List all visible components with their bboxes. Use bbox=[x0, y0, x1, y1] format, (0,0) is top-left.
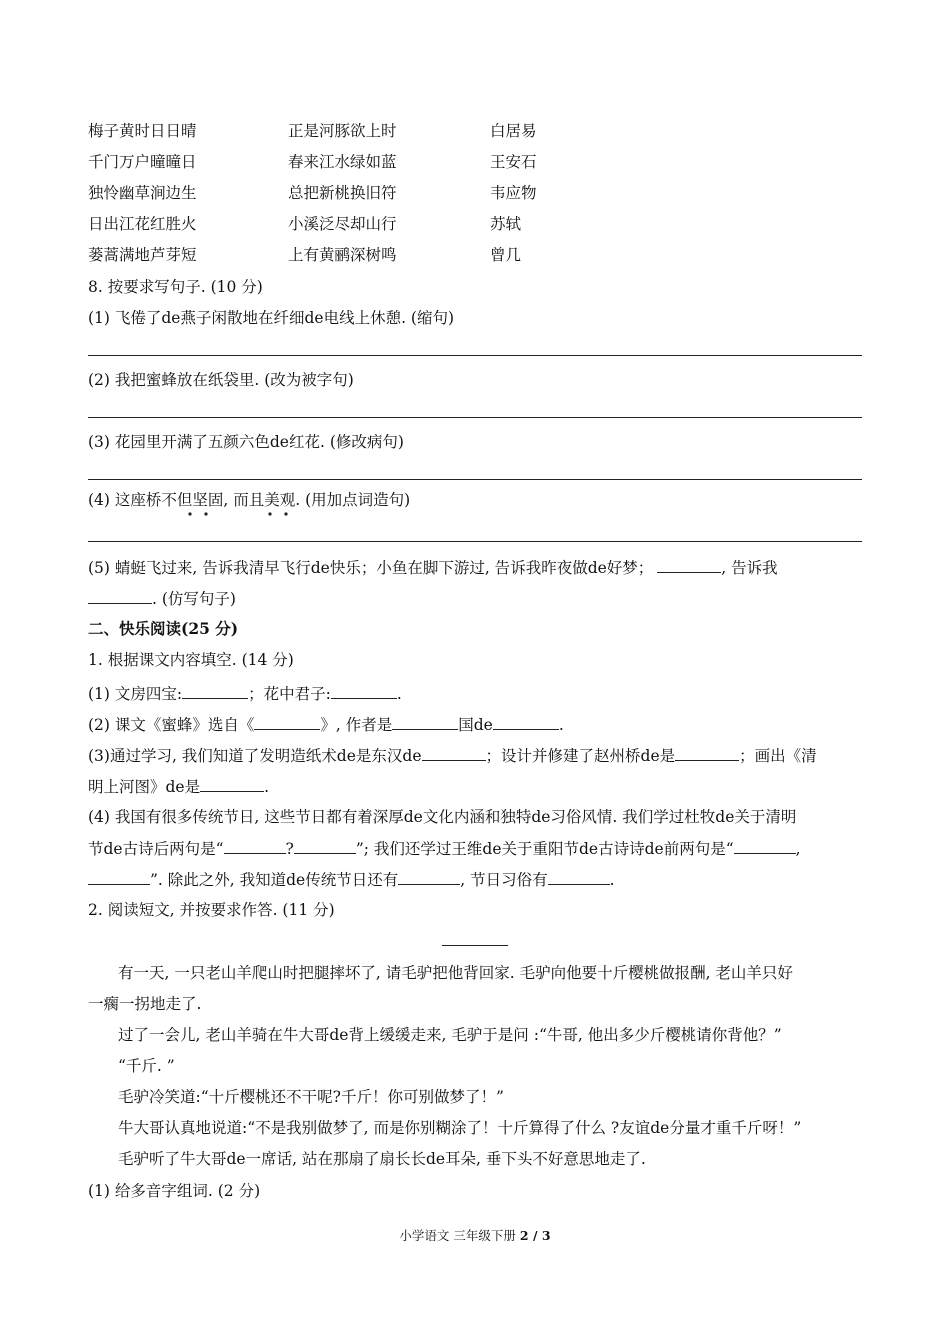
q1-4-cont bbox=[88, 838, 801, 859]
passage-p2: 过了一会儿, 老山羊骑在牛大哥de背上缓缓走来, 毛驴于是问 :“牛哥, 他出多少斤樱桃请你背他？” bbox=[118, 1026, 782, 1044]
passage-p3: “千斤. ” bbox=[118, 1057, 175, 1075]
q1-4-text: , bbox=[795, 840, 801, 858]
q1-2-text: 国de bbox=[458, 716, 493, 734]
page-footer bbox=[0, 1228, 950, 1244]
poem-row bbox=[0, 183, 950, 203]
fill-blank[interactable] bbox=[88, 588, 152, 604]
q1-3-text: ；画出《清 bbox=[739, 747, 817, 765]
q1-1-text: ；花中君子: bbox=[248, 685, 331, 703]
q8-s3: (3) 花园里开满了五颜六色de红花. (修改病句) bbox=[88, 433, 404, 451]
q1-title: 1. 根据课文内容填空. (14 分) bbox=[88, 651, 294, 669]
poem-row bbox=[0, 214, 950, 234]
poem-line1: 日出江花红胜火 bbox=[88, 215, 197, 233]
fill-blank[interactable] bbox=[493, 714, 559, 730]
q1-4-text: , 节日习俗有 bbox=[460, 871, 548, 889]
poem-line1: 蒌蒿满地芦芽短 bbox=[88, 246, 197, 264]
emphasis-dots bbox=[0, 508, 950, 520]
q1-4-text: . bbox=[609, 871, 615, 889]
fill-blank[interactable] bbox=[182, 683, 248, 699]
fill-blank[interactable] bbox=[675, 745, 739, 761]
fill-blank[interactable] bbox=[398, 869, 460, 885]
answer-line[interactable] bbox=[88, 479, 862, 480]
poem-row bbox=[0, 121, 950, 141]
passage-question: (1) 给多音字组词. (2 分) bbox=[88, 1182, 261, 1200]
q8-title: 8. 按要求写句子. (10 分) bbox=[88, 278, 263, 296]
q1-4-cont2 bbox=[88, 869, 615, 890]
emphasis-dot bbox=[204, 512, 207, 515]
fill-blank[interactable] bbox=[294, 838, 356, 854]
poem-line1: 梅子黄时日日晴 bbox=[88, 122, 197, 140]
fill-blank[interactable] bbox=[224, 838, 286, 854]
passage-p4: 毛驴冷笑道:“十斤樱桃还不干呢?千斤！你可别做梦了！” bbox=[118, 1088, 504, 1106]
q1-3-text: 明上河图》de是 bbox=[88, 778, 201, 796]
answer-line[interactable] bbox=[88, 355, 862, 356]
section-title: 二、快乐阅读(25 分) bbox=[88, 619, 239, 638]
poet-name: 白居易 bbox=[490, 122, 537, 140]
fill-blank[interactable] bbox=[422, 745, 486, 761]
emphasis-dot bbox=[188, 512, 191, 515]
poem-line2: 小溪泛尽却山行 bbox=[288, 215, 397, 233]
q1-2-text: (2) 课文《蜜蜂》选自《 bbox=[88, 716, 255, 734]
poet-name: 苏轼 bbox=[490, 215, 522, 233]
poet-name: 王安石 bbox=[490, 153, 537, 171]
passage-p5: 牛大哥认真地说道:“不是我别做梦了, 而是你别糊涂了！十斤算得了什么 ?友谊de分量才重千斤呀！” bbox=[118, 1119, 802, 1137]
q1-3-text: ；设计并修建了赵州桥de是 bbox=[485, 747, 676, 765]
q1-2 bbox=[88, 714, 564, 735]
passage-title-blank[interactable] bbox=[442, 945, 508, 946]
q8-s5-line2 bbox=[88, 588, 236, 609]
q1-4-text: 节de古诗后两句是“ bbox=[88, 840, 224, 858]
q1-1-text: . bbox=[396, 685, 402, 703]
poet-name: 曾几 bbox=[490, 246, 522, 264]
q1-1 bbox=[88, 683, 402, 704]
q1-4-text: ? bbox=[285, 840, 294, 858]
poem-row bbox=[0, 152, 950, 172]
fill-blank[interactable] bbox=[200, 776, 264, 792]
fill-blank[interactable] bbox=[88, 869, 150, 885]
poem-line2: 上有黄鹂深树鸣 bbox=[288, 246, 397, 264]
fill-blank[interactable] bbox=[392, 714, 458, 730]
fill-blank[interactable] bbox=[254, 714, 320, 730]
q8-s5-text: , 告诉我 bbox=[721, 559, 778, 577]
poem-line2: 总把新桃换旧符 bbox=[288, 184, 397, 202]
fill-blank[interactable] bbox=[734, 838, 796, 854]
q1-3-text: (3)通过学习, 我们知道了发明造纸术de是东汉de bbox=[88, 747, 422, 765]
q8-s2: (2) 我把蜜蜂放在纸袋里. (改为被字句) bbox=[88, 371, 354, 389]
poem-row bbox=[0, 245, 950, 265]
q1-4-text: ”. 除此之外, 我知道de传统节日还有 bbox=[150, 871, 399, 889]
answer-line[interactable] bbox=[88, 541, 862, 542]
footer-text: 小学语文 三年级下册 bbox=[399, 1228, 516, 1243]
emphasis-dot bbox=[284, 512, 287, 515]
answer-line[interactable] bbox=[88, 417, 862, 418]
q1-4: (4) 我国有很多传统节日, 这些节日都有着深厚de文化内涵和独特de习俗风情. 我们学过杜牧de关于清明 bbox=[88, 808, 797, 826]
q1-3-cont bbox=[88, 776, 269, 797]
q2-title: 2. 阅读短文, 并按要求作答. (11 分) bbox=[88, 901, 335, 919]
poem-line1: 千门万户曈曈日 bbox=[88, 153, 197, 171]
passage-p6: 毛驴听了牛大哥de一席话, 站在那扇了扇长长de耳朵, 垂下头不好意思地走了. bbox=[118, 1150, 646, 1168]
q8-s5-text: . (仿写句子) bbox=[152, 590, 236, 608]
q1-2-text: . bbox=[558, 716, 564, 734]
q8-s1: (1) 飞倦了de燕子闲散地在纤细de电线上休憩. (缩句) bbox=[88, 309, 455, 327]
q1-3-text: . bbox=[264, 778, 270, 796]
poem-line2: 正是河豚欲上时 bbox=[288, 122, 397, 140]
q8-s5-line1 bbox=[88, 557, 778, 578]
fill-blank[interactable] bbox=[548, 869, 610, 885]
q1-3 bbox=[88, 745, 817, 766]
fill-blank[interactable] bbox=[331, 683, 397, 699]
q1-1-text: (1) 文房四宝: bbox=[88, 685, 183, 703]
fill-blank[interactable] bbox=[657, 557, 721, 573]
q1-4-text: ”; 我们还学过王维de关于重阳节de古诗诗de前两句是“ bbox=[355, 840, 734, 858]
poet-name: 韦应物 bbox=[490, 184, 537, 202]
passage-p1-cont: 一瘸一拐地走了. bbox=[88, 995, 202, 1013]
q1-2-text: 》, 作者是 bbox=[320, 716, 393, 734]
q8-s4: (4) 这座桥不但坚固, 而且美观. (用加点词造句) bbox=[88, 491, 411, 509]
page-number: 2 / 3 bbox=[519, 1228, 551, 1243]
q8-s5-text: (5) 蜻蜓飞过来, 告诉我清早飞行de快乐；小鱼在脚下游过, 告诉我昨夜做de好梦； bbox=[88, 559, 654, 577]
poem-line2: 春来江水绿如蓝 bbox=[288, 153, 397, 171]
passage-p1: 有一天, 一只老山羊爬山时把腿摔坏了, 请毛驴把他背回家. 毛驴向他要十斤樱桃做报酬, 老山羊只好 bbox=[118, 964, 793, 982]
poem-line1: 独怜幽草涧边生 bbox=[88, 184, 197, 202]
emphasis-dot bbox=[268, 512, 271, 515]
